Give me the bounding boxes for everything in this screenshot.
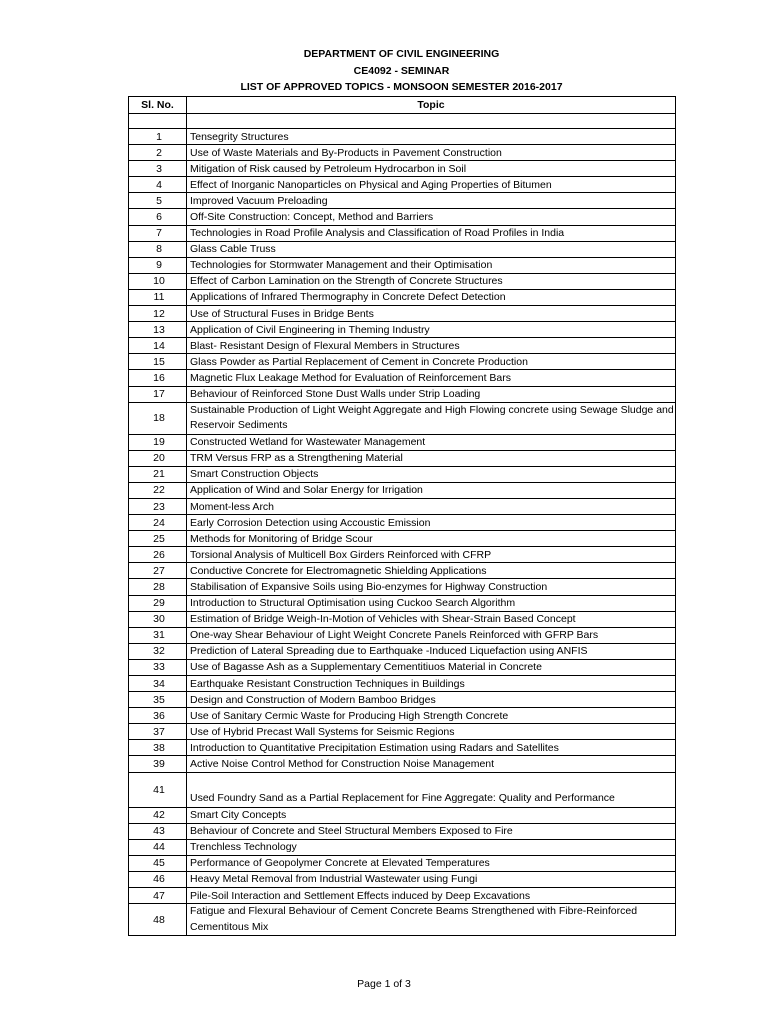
topic-cell: Prediction of Lateral Spreading due to Earthquake -Induced Liquefaction using ANFIS (187, 643, 676, 659)
table-row (129, 386, 676, 402)
course-title: CE4092 - SEMINAR (353, 64, 450, 77)
table-row (129, 354, 676, 370)
sl-no-cell: 38 (129, 740, 187, 756)
table-row (129, 871, 676, 887)
table-row (129, 257, 676, 273)
table-row (129, 161, 676, 177)
sl-no-cell: 25 (129, 531, 187, 547)
topic-cell: Pile-Soil Interaction and Settlement Effects induced by Deep Excavations (187, 888, 676, 904)
table-row (129, 482, 676, 498)
topic-cell: Off-Site Construction: Concept, Method and Barriers (187, 209, 676, 225)
sl-no-cell: 16 (129, 370, 187, 386)
topic-cell: Behaviour of Concrete and Steel Structural Members Exposed to Fire (187, 823, 676, 839)
sl-no-cell: 29 (129, 595, 187, 611)
sl-no-cell: 17 (129, 386, 187, 402)
sl-no-cell: 44 (129, 839, 187, 855)
topic-cell: Use of Waste Materials and By-Products in Pavement Construction (187, 145, 676, 161)
topics-table (128, 96, 676, 936)
sl-no-cell: 2 (129, 145, 187, 161)
table-row (129, 322, 676, 338)
sl-no-cell: 32 (129, 643, 187, 659)
table-row (129, 643, 676, 659)
topic-cell: Application of Civil Engineering in Theming Industry (187, 322, 676, 338)
topic-header: Topic (187, 97, 676, 114)
table-row (129, 241, 676, 257)
topic-cell: Conductive Concrete for Electromagnetic Shielding Applications (187, 563, 676, 579)
sl-no-cell: 31 (129, 627, 187, 643)
table-row (129, 676, 676, 692)
sl-no-cell: 13 (129, 322, 187, 338)
table-row (129, 531, 676, 547)
blank-row (129, 114, 676, 129)
sl-no-cell: 20 (129, 450, 187, 466)
topic-cell: Trenchless Technology (187, 839, 676, 855)
table-row (129, 434, 676, 450)
topic-cell: Blast- Resistant Design of Flexural Members in Structures (187, 338, 676, 354)
table-row (129, 659, 676, 675)
topic-cell: Effect of Inorganic Nanoparticles on Physical and Aging Properties of Bitumen (187, 177, 676, 193)
blank-cell (187, 114, 676, 129)
topic-cell: Active Noise Control Method for Construction Noise Management (187, 756, 676, 772)
topic-cell: Smart City Concepts (187, 807, 676, 823)
topic-cell: Stabilisation of Expansive Soils using Bio-enzymes for Highway Construction (187, 579, 676, 595)
table-row (129, 145, 676, 161)
table-row (129, 724, 676, 740)
topic-cell: Technologies in Road Profile Analysis and Classification of Road Profiles in India (187, 225, 676, 241)
table-row (129, 708, 676, 724)
table-row (129, 611, 676, 627)
topic-cell: Heavy Metal Removal from Industrial Wastewater using Fungi (187, 871, 676, 887)
table-row (129, 177, 676, 193)
topic-cell: Tensegrity Structures (187, 129, 676, 145)
topic-cell: Fatigue and Flexural Behaviour of Cement Concrete Beams Strengthened with Fibre-Reinforced Cementitous Mix (187, 904, 676, 936)
sl-no-cell: 14 (129, 338, 187, 354)
topic-cell: Sustainable Production of Light Weight Aggregate and High Flowing concrete using Sewage Sludge and Reservoir Sediments (187, 402, 676, 434)
sl-no-cell: 42 (129, 807, 187, 823)
sl-no-cell: 3 (129, 161, 187, 177)
table-row (129, 338, 676, 354)
table-row (129, 579, 676, 595)
sl-no-header: Sl. No. (129, 97, 187, 114)
topic-cell: Glass Powder as Partial Replacement of Cement in Concrete Production (187, 354, 676, 370)
topic-cell: Introduction to Structural Optimisation using Cuckoo Search Algorithm (187, 595, 676, 611)
sl-no-cell: 10 (129, 273, 187, 289)
topic-cell: Mitigation of Risk caused by Petroleum Hydrocarbon in Soil (187, 161, 676, 177)
sl-no-cell: 47 (129, 888, 187, 904)
topic-cell: Technologies for Stormwater Management and their Optimisation (187, 257, 676, 273)
sl-no-cell: 48 (129, 904, 187, 936)
topic-cell: Application of Wind and Solar Energy for Irrigation (187, 482, 676, 498)
sl-no-cell: 8 (129, 241, 187, 257)
sl-no-cell: 9 (129, 257, 187, 273)
sl-no-cell: 34 (129, 676, 187, 692)
table-row (129, 402, 676, 434)
topic-cell: Improved Vacuum Preloading (187, 193, 676, 209)
table-row (129, 225, 676, 241)
table-row (129, 627, 676, 643)
page-number: Page 1 of 3 (357, 978, 411, 990)
table-row (129, 740, 676, 756)
topic-cell: Use of Hybrid Precast Wall Systems for Seismic Regions (187, 724, 676, 740)
topic-cell: Effect of Carbon Lamination on the Strength of Concrete Structures (187, 273, 676, 289)
topic-cell: Estimation of Bridge Weigh-In-Motion of Vehicles with Shear-Strain Based Concept (187, 611, 676, 627)
table-row (129, 515, 676, 531)
topic-cell: Constructed Wetland for Wastewater Management (187, 434, 676, 450)
table-row (129, 209, 676, 225)
sl-no-cell: 1 (129, 129, 187, 145)
table-row (129, 547, 676, 563)
sl-no-cell: 5 (129, 193, 187, 209)
sl-no-cell: 41 (129, 772, 187, 807)
sl-no-cell: 6 (129, 209, 187, 225)
topic-cell: Torsional Analysis of Multicell Box Girders Reinforced with CFRP (187, 547, 676, 563)
table-row (129, 289, 676, 305)
topic-cell: One-way Shear Behaviour of Light Weight Concrete Panels Reinforced with GFRP Bars (187, 627, 676, 643)
sl-no-cell: 21 (129, 466, 187, 482)
table-row (129, 370, 676, 386)
topic-cell: Performance of Geopolymer Concrete at Elevated Temperatures (187, 855, 676, 871)
table-row (129, 595, 676, 611)
sl-no-cell: 30 (129, 611, 187, 627)
sl-no-cell: 27 (129, 563, 187, 579)
table-row (129, 756, 676, 772)
topic-cell: TRM Versus FRP as a Strengthening Material (187, 450, 676, 466)
table-row (129, 193, 676, 209)
table-row (129, 904, 676, 936)
table-row (129, 823, 676, 839)
sl-no-cell: 4 (129, 177, 187, 193)
topic-cell: Moment-less Arch (187, 498, 676, 514)
sl-no-cell: 11 (129, 289, 187, 305)
table-row (129, 563, 676, 579)
table-header-row (129, 97, 676, 114)
sl-no-cell: 36 (129, 708, 187, 724)
topic-cell: Design and Construction of Modern Bamboo Bridges (187, 692, 676, 708)
table-row (129, 450, 676, 466)
sl-no-cell: 35 (129, 692, 187, 708)
document-header (128, 46, 675, 96)
topic-cell: Glass Cable Truss (187, 241, 676, 257)
sl-no-cell: 12 (129, 306, 187, 322)
sl-no-cell: 15 (129, 354, 187, 370)
sl-no-cell: 33 (129, 659, 187, 675)
table-row (129, 888, 676, 904)
topic-cell: Use of Structural Fuses in Bridge Bents (187, 306, 676, 322)
topic-cell: Magnetic Flux Leakage Method for Evaluation of Reinforcement Bars (187, 370, 676, 386)
sl-no-cell: 23 (129, 498, 187, 514)
topic-cell: Used Foundry Sand as a Partial Replacement for Fine Aggregate: Quality and Performance (187, 772, 676, 807)
topic-cell: Early Corrosion Detection using Accoustic Emission (187, 515, 676, 531)
table-row (129, 855, 676, 871)
sl-no-cell: 28 (129, 579, 187, 595)
table-row (129, 273, 676, 289)
sl-no-cell: 22 (129, 482, 187, 498)
sl-no-cell: 45 (129, 855, 187, 871)
topic-cell: Earthquake Resistant Construction Techniques in Buildings (187, 676, 676, 692)
table-row (129, 306, 676, 322)
table-row (129, 839, 676, 855)
topic-cell: Smart Construction Objects (187, 466, 676, 482)
table-row (129, 692, 676, 708)
topic-cell: Methods for Monitoring of Bridge Scour (187, 531, 676, 547)
table-row (129, 498, 676, 514)
topic-cell: Behaviour of Reinforced Stone Dust Walls under Strip Loading (187, 386, 676, 402)
table-row (129, 466, 676, 482)
topic-cell: Applications of Infrared Thermography in Concrete Defect Detection (187, 289, 676, 305)
sl-no-cell: 46 (129, 871, 187, 887)
blank-cell (129, 114, 187, 129)
sl-no-cell: 26 (129, 547, 187, 563)
sl-no-cell: 24 (129, 515, 187, 531)
department-title: DEPARTMENT OF CIVIL ENGINEERING (303, 48, 500, 60)
sl-no-cell: 43 (129, 823, 187, 839)
table-row (129, 807, 676, 823)
sl-no-cell: 19 (129, 434, 187, 450)
table-row (129, 129, 676, 145)
sl-no-cell: 39 (129, 756, 187, 772)
topic-cell: Introduction to Quantitative Precipitation Estimation using Radars and Satellites (187, 740, 676, 756)
sl-no-cell: 37 (129, 724, 187, 740)
sl-no-cell: 18 (129, 402, 187, 434)
topic-cell: Use of Bagasse Ash as a Supplementary Cementitiuos Material in Concrete (187, 659, 676, 675)
sl-no-cell: 7 (129, 225, 187, 241)
list-title: LIST OF APPROVED TOPICS - MONSOON SEMESTER 2016-2017 (240, 81, 563, 93)
table-row (129, 772, 676, 807)
topic-cell: Use of Sanitary Cermic Waste for Producing High Strength Concrete (187, 708, 676, 724)
